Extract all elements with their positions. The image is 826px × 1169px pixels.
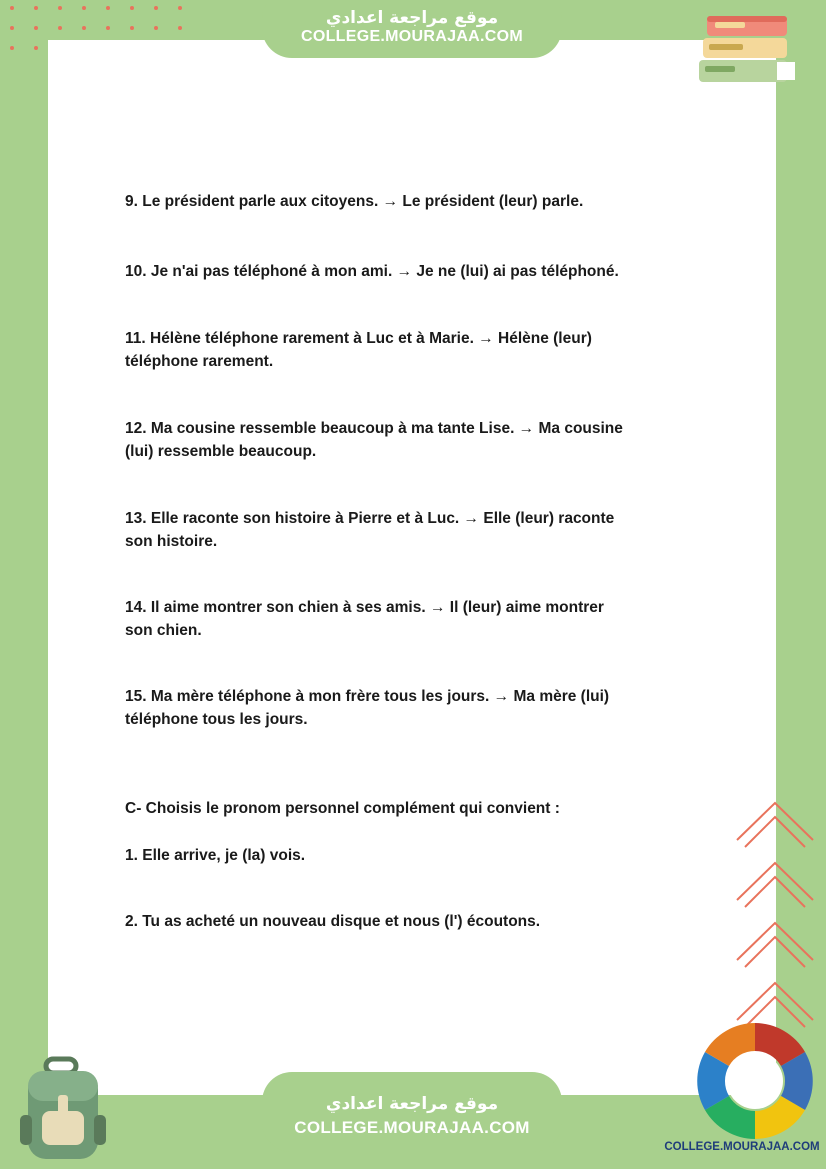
chevron-up-icon [735, 795, 815, 1035]
footer-arabic-title: موقع مراجعة اعدادي [325, 1094, 499, 1114]
header-arabic-title: موقع مراجعة اعدادي [325, 8, 499, 28]
header-site-link[interactable]: COLLEGE.MOURAJAA.COM [301, 28, 523, 45]
site-logo-icon [694, 1020, 816, 1142]
exercise-item [125, 507, 670, 553]
exercise-item [125, 417, 670, 463]
exercise-line: téléphone rarement. [125, 353, 274, 370]
footer-site-link[interactable]: COLLEGE.MOURAJAA.COM [294, 1118, 530, 1137]
exercise-line: son histoire. [125, 533, 218, 550]
section-c-item: 2. Tu as acheté un nouveau disque et nous (l') écoutons. [125, 913, 541, 930]
exercise-line: 13. Elle raconte son histoire à Pierre et à Luc. → Elle (leur) raconte [125, 510, 615, 527]
section-c-title: C- Choisis le pronom personnel complément qui convient : [125, 800, 560, 817]
exercise-line: 14. Il aime montrer son chien à ses amis. → Il (leur) aime montrer [125, 599, 604, 616]
exercise-item [125, 260, 670, 283]
exercise-item [125, 327, 670, 373]
exercise-item [125, 596, 670, 642]
books-icon [695, 10, 805, 100]
site-logo-text: COLLEGE.MOURAJAA.COM [664, 1141, 820, 1153]
section-c-item: 1. Elle arrive, je (la) vois. [125, 847, 306, 864]
exercise-line: téléphone tous les jours. [125, 711, 308, 728]
exercise-line: 9. Le président parle aux citoyens. → Le président (leur) parle. [125, 193, 584, 210]
exercise-item [125, 685, 670, 731]
exercise-item [125, 190, 670, 213]
exercise-line: son chien. [125, 622, 202, 639]
exercise-line: 15. Ma mère téléphone à mon frère tous les jours. → Ma mère (lui) [125, 688, 610, 705]
exercise-line: 12. Ma cousine ressemble beaucoup à ma tante Lise. → Ma cousine [125, 420, 623, 437]
exercise-line: 11. Hélène téléphone rarement à Luc et à Marie. → Hélène (leur) [125, 330, 592, 347]
exercise-line: (lui) ressemble beaucoup. [125, 443, 317, 460]
header-banner [262, 0, 562, 58]
backpack-icon [18, 1055, 113, 1165]
exercise-line: 10. Je n'ai pas téléphoné à mon ami. → Je ne (lui) ai pas téléphoné. [125, 263, 619, 280]
footer-banner [262, 1072, 562, 1152]
